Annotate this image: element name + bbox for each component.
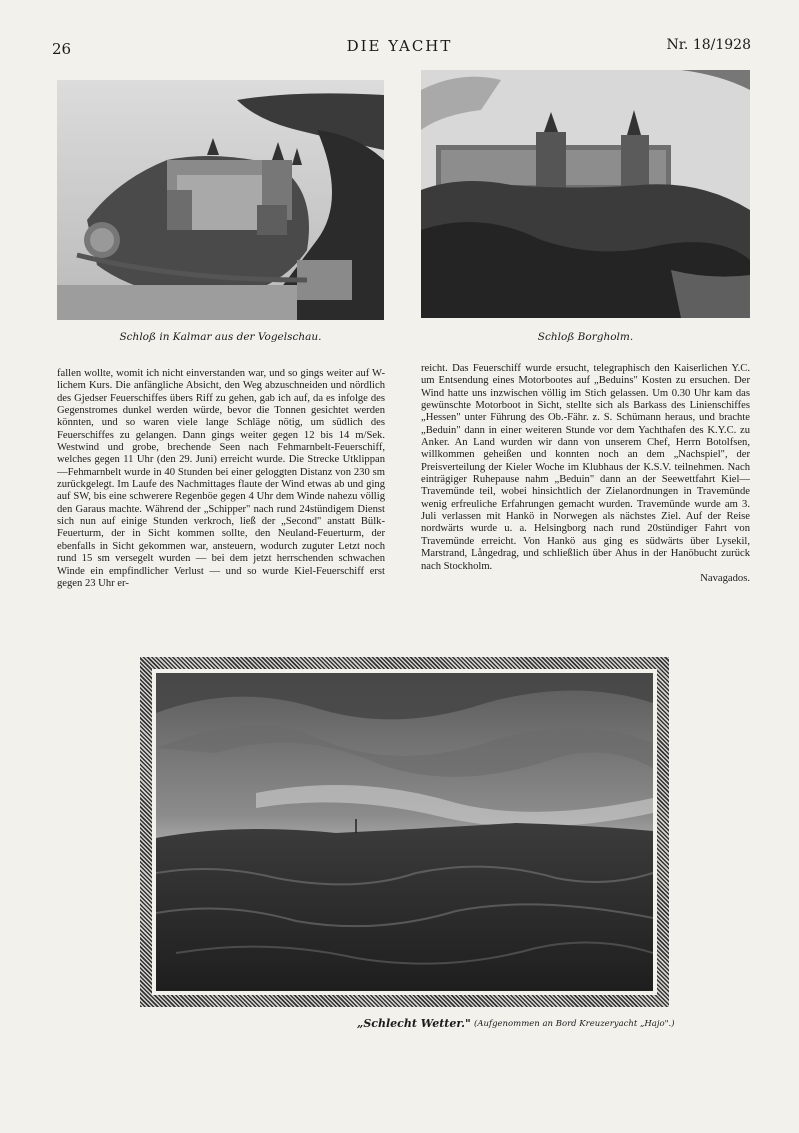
storm-photo-frame <box>140 657 669 1007</box>
borgholm-castle-photo <box>421 70 750 318</box>
storm-caption: „Schlecht Wetter." <box>357 1017 471 1030</box>
article-left-column <box>57 368 385 629</box>
article-right-column <box>421 363 750 625</box>
issue-number: Nr. 18/1928 <box>666 37 751 53</box>
article-signature: Navagados. <box>700 572 750 584</box>
article-right-text: reicht. Das Feuerschiff wurde ersucht, telegraphisch den Kaiserlichen Y.C. um Entsendung eines Motorbootes auf „Beduins" Kosten zu ersuchen. Der Wind hatte uns inzwischen völlig im Stich gelassen. Um 0.30 Uhr kam das gewünschte Motorboot in Sicht, stellte sich als Barkass des Linienschiffes „Hessen" unter Führung des Ob.-Fähr. z. S. Schümann heraus, und brachte „Beduin" dann in einer weiteren Stunde vor dem Yachthafen des K.Y.C. zu Anker. An Land wurden wir dann von unserem Chef, Herrn Botolfsen, willkommen geheißen und konnten noch an dem „Nachspiel", der Preisverteilung der Kieler Woche im Klubhaus der K.S.V. teilnehmen. Nach einträgiger Ruhepause nahm „Beduin" dann an der Seewettfahrt Kiel—Travemünde teil, wobei hinsichtlich der Zielanordnungen in Travemünde wenig erfreuliche Erfahrungen gemacht wurden. Travemünde wurde am 3. Juli verlassen mit Hankö in Norwegen als nächstes Ziel. Auf der Reise nordwärts wurde u. a. Helsingborg nach rund 20stündiger Fahrt von Travemünde erreicht. Von Hankö aus ging es südwärts über Lysekil, Marstrand, Långedrag, und schließlich über Ahus in der Hanöbucht zurück nach Stockholm. <box>421 363 750 572</box>
page-number: 26 <box>52 40 72 58</box>
storm-photo-credit: (Aufgenommen an Bord Kreuzeryacht „Hajo".) <box>474 1019 675 1029</box>
magazine-title: DIE YACHT <box>346 37 453 55</box>
borgholm-caption: Schloß Borgholm. <box>537 331 634 343</box>
storm-sea-photo <box>156 673 653 991</box>
kalmar-caption: Schloß in Kalmar aus der Vogelschau. <box>119 331 322 343</box>
article-left-text: fallen wollte, womit ich nicht einverstanden war, und so gings weiter auf W-lichem Kurs. Die anfängliche Absicht, den Weg abzuschneiden und nördlich des Gjedser Feuerschiffes übers Riff zu gehen, gab ich auf, da es infolge des Gegenstromes dunkel werden würde, bevor die Tonnen gesichtet werden könnten, und so waren viele lange Schläge nötig, um südlich des Feuerschiffes zu gelangen. Dann gings weiter gegen 12 bis 14 m/Sek. Westwind und grobe, brechende Seen nach Fehmarnbelt-Feuerschiff, welches gegen 11 Uhr (den 29. Juni) erreicht wurde. Die Strecke Utklippan—Fehmarnbelt wurde in 40 Stunden bei einer geloggten Distanz von 230 sm zurückgelegt. Im Laufe des Nachmittages flaute der Wind etwas ab und ging auf SW, bis eine schwerere Regenböe gegen 4 Uhr dem Winde nahezu völlig den Garaus machte. Während der „Schipper" nach rund 24stündigem Dienst sich nun auf einige Stunden verkroch, ließ der „Second" anstatt Bülk-Feuerturm, der in Sicht kommen sollte, den Neuland-Feuerturm, der ebenfalls in Sicht gekommen war, ansteuern, wodurch zuguter Letzt noch rund 15 sm versegelt wurden — bei dem jetzt herrschenden schwachen Winde ein empfindlicher Verlust — und so wurde Kiel-Feuerschiff erst gegen 23 Uhr er- <box>57 368 385 589</box>
kalmar-castle-photo <box>57 80 384 320</box>
